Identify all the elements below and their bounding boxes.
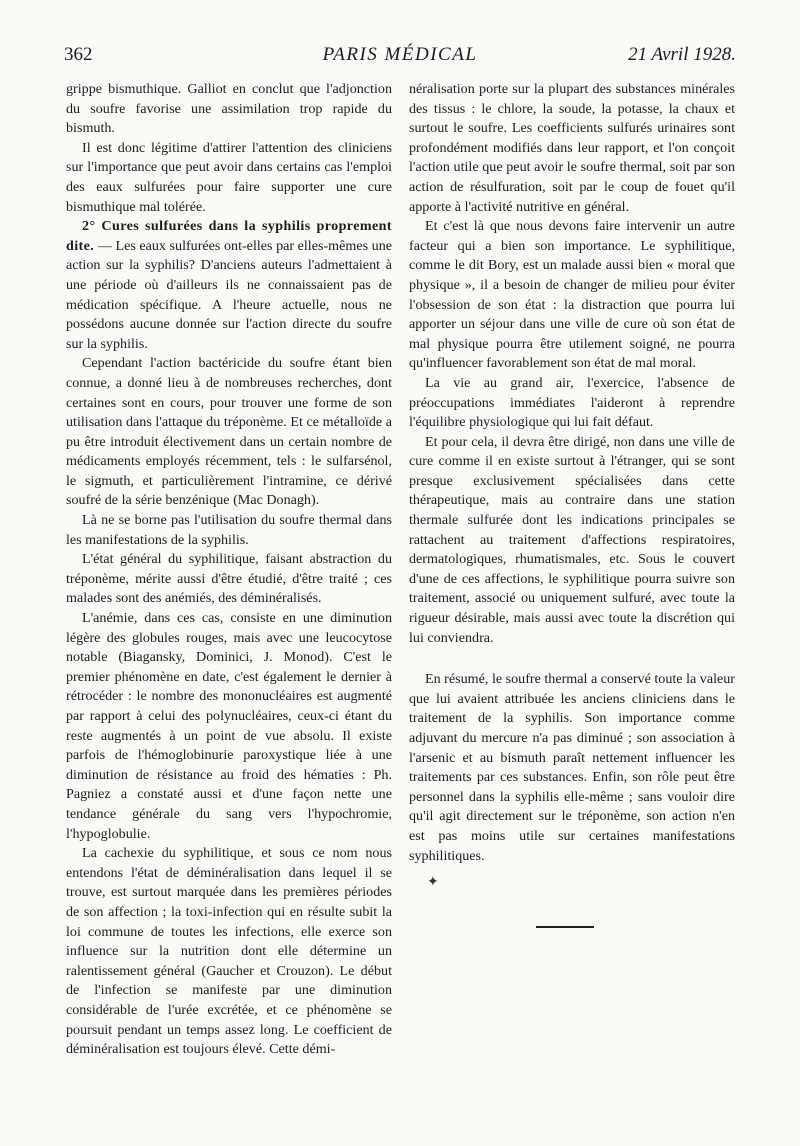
paragraph: Là ne se borne pas l'utilisation du soufre thermal dans les manifestations de la syphilis. [66, 512, 392, 548]
journal-title: PARIS MÉDICAL [322, 44, 478, 65]
page-number: 362 [64, 44, 93, 65]
right-column [409, 80, 735, 866]
running-header [64, 40, 736, 70]
paragraph: L'état général du syphilitique, faisant abstraction du tréponème, mérite aussi d'être étudié, d'être traité ; ces malades sont des anémiés, des déminéralisés. [66, 551, 392, 607]
paragraph: Il est donc légitime d'attirer l'attention des cliniciens sur l'importance que peut avoir dans certains cas l'emploi des eaux sulfurées pour faire supporter une cure bismuthique mal tolérée. [66, 139, 392, 215]
section-body: — Les eaux sulfurées ont-elles par elles-mêmes une action sur la syphilis? D'anciens auteurs l'admettaient à une période où d'ailleurs ils ne connaissaient pas de médication spécifique. A l'heure actuelle, nous ne possédons aucune donnée sur l'action directe du soufre sur la syphilis. [66, 237, 392, 352]
paragraph: L'anémie, dans ces cas, consiste en une diminution légère des globules rouges, mais avec une leucocytose notable (Biagansky, Dominici, J. Monod). C'est le premier phénomène en date, c'est également le dernier à rétrocéder : le nombre des mononucléaires est augmenté par rapport à celui des polynucléaires, ceux-ci étant du reste augmentés à un point de vue absolu. Il existe parfois de l'hémoglobinurie paroxystique liée à une diminution de résistance au froid des hématies : Ph. Pagniez a constaté aussi et d'une façon nette une tendance générale du sang vers l'hypochromie, l'hypoglobulie. [66, 610, 392, 842]
section-heading: 2° Cures sulfurées dans la syphilis proprement dite. [66, 218, 392, 254]
paragraph: La cachexie du syphilitique, et sous ce nom nous entendons l'état de déminéralisation dans lequel il se trouve, est surtout marquée dans les premières périodes de son affection ; la toxi-infection qui en résulte subit la loi commune de toutes les infections, elle exerce son influence sur la nutrition dont elle détermine un ralentissement général (Gaucher et Crouzon). Le début de l'infection se manifeste par une diminution considérable de l'urée excrétée, et ce phénomène se poursuit pendant un temps assez long. Le coefficient de déminéralisation est toujours élevé. Cette démi- [66, 845, 392, 1058]
paragraph-section-heading [66, 217, 392, 354]
paragraph: grippe bismuthique. Galliot en conclut que l'adjonction du soufre favorise une assimilation trop rapide du bismuth. [66, 81, 392, 137]
ink-mark: ✦ [427, 875, 439, 890]
issue-date: 21 Avril 1928. [628, 44, 736, 65]
section-end-rule [536, 926, 594, 928]
paragraph-summary: En résumé, le soufre thermal a conservé toute la valeur que lui avaient attribuée les anciens cliniciens dans le traitement de la syphilis. Son importance comme adjuvant du mercure n'a pas diminué ; son association à l'arsenic et au bismuth paraît nettement influencer les traitements par ces substances. Enfin, son rôle peut être personnel dans la syphilis elle-même ; sans vouloir dire qu'il agit directement sur le tréponème, son action n'en est pas moins utile sur certaines manifestations syphilitiques. [409, 671, 735, 864]
paragraph: Et c'est là que nous devons faire intervenir un autre facteur qui a bien son importance. Le syphilitique, comme le dit Bory, est un malade aussi bien « moral que physique », il a besoin de changer de milieu pour éviter l'obsession de son état : la distraction que pourra lui apporter un séjour dans une ville de cure où son état de mal physique pourra être utilement soigné, ne pourra qu'influencer favorablement son état de mal moral. [409, 218, 735, 372]
paragraph: La vie au grand air, l'exercice, l'absence de préoccupations immédiates l'aideront à reprendre l'équilibre physiologique qui lui fait défaut. [409, 374, 735, 431]
paragraph: néralisation porte sur la plupart des substances minérales des tissus : le chlore, la soude, la potasse, la chaux et surtout le soufre. Les coefficients sulfurés urinaires sont profondément modifiés dans leur rapport, et l'on conçoit l'action utile que peut avoir le soufre thermal, soit par son action de résulfuration, soit par le coup de fouet qu'il apporte à l'activité nutritive en général. [409, 81, 735, 215]
left-column [66, 80, 392, 1060]
paragraph: Cependant l'action bactéricide du soufre étant bien connue, a donné lieu à de nombreuses recherches, dont certaines sont en cours, pour trouver une forme de son utilisation dans l'attaque du tréponème. Et ce métalloïde a pu être introduit électivement dans un certain nombre de médicaments employés récemment, tels : le sulfarsénol, le sigmuth, et particulièrement l'intramine, ce dérivé soufré de la série benzénique (Mac Donagh). [66, 355, 392, 509]
paragraph: Et pour cela, il devra être dirigé, non dans une ville de cure comme il en existe surtout à l'étranger, qui se sont presque exclusivement spécialisées dans cette thérapeutique, mais au contraire dans une station thermale sulfurée dont les indications principales se rattachent au traitement d'affections respiratoires, dermatologiques, rhumatismales, etc. Sous le couvert d'une de ces affections, le syphilitique pourra suivre son traitement, associé ou uniquement sulfuré, avec toute la rigueur désirable, mais aussi avec toute la discrétion qui lui conviendra. [409, 433, 735, 646]
